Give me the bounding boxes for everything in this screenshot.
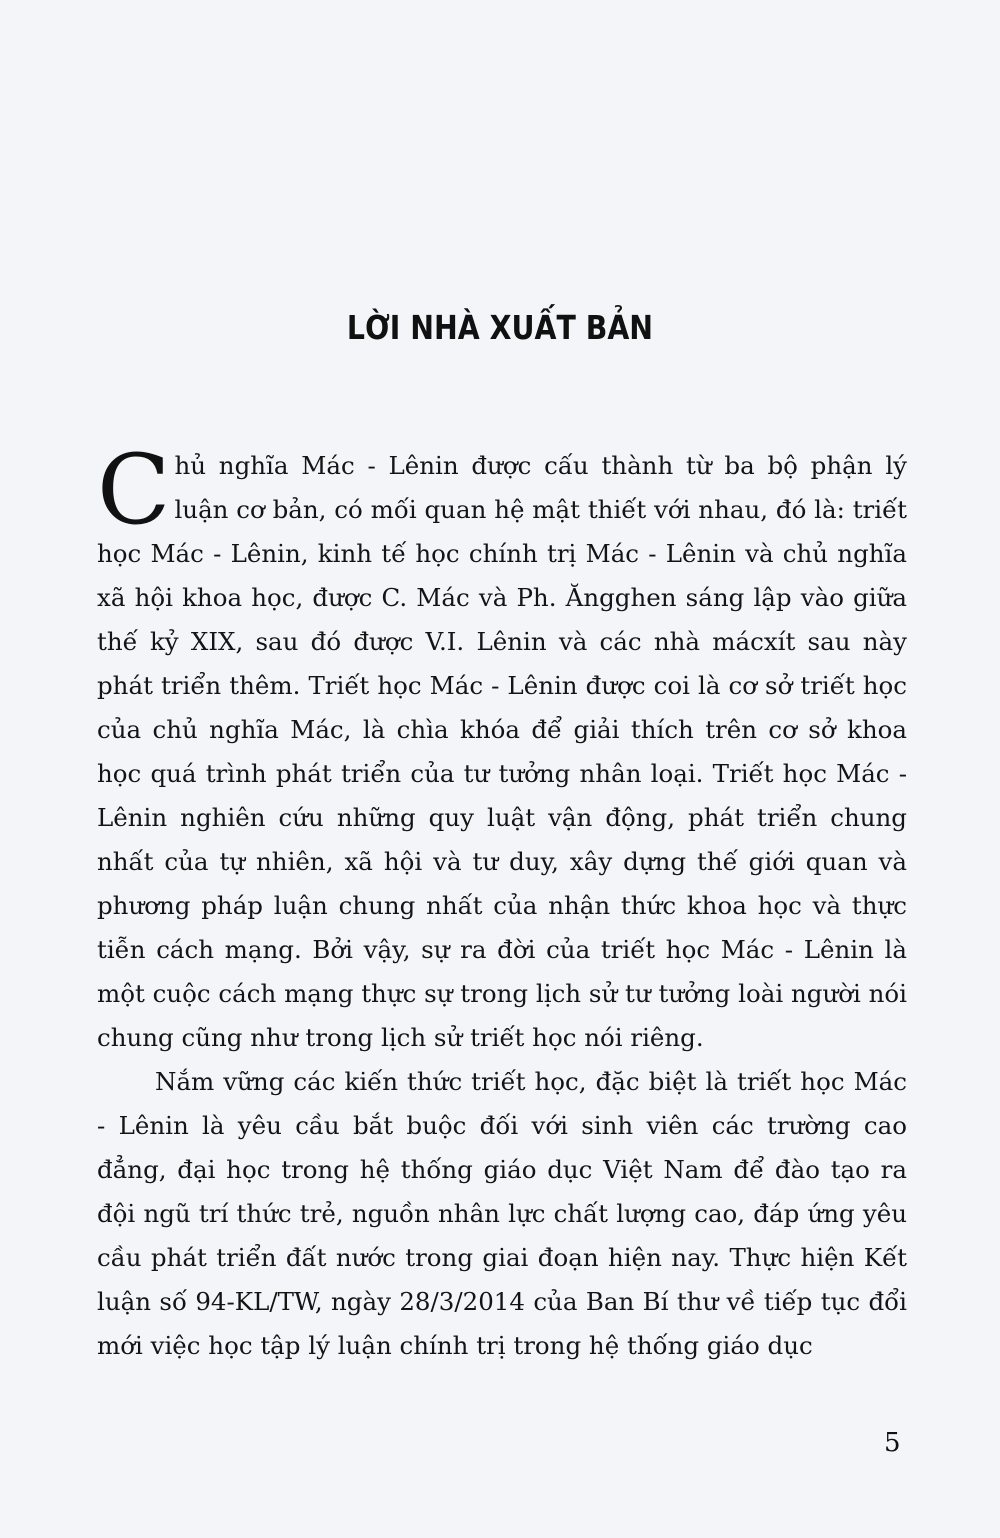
body-text: [97, 434, 907, 1368]
paragraph-2: Nắm vững các kiến thức triết học, đặc biệt là triết học Mác - Lênin là yêu cầu bắt buộc đối với sinh viên các trường cao đẳng, đại học trong hệ thống giáo dục Việt Nam để đào tạo ra đội ngũ trí thức trẻ, nguồn nhân lực chất lượng cao, đáp ứng yêu cầu phát triển đất nước trong giai đoạn hiện nay. Thực hiện Kết luận số 94-KL/TW, ngày 28/3/2014 của Ban Bí thư về tiếp tục đổi mới việc học tập lý luận chính trị trong hệ thống giáo dục: [97, 1067, 907, 1360]
page-title: LỜI NHÀ XUẤT BẢN: [346, 308, 654, 347]
page-number: 5: [884, 1428, 901, 1458]
paragraph-1: [97, 434, 907, 1060]
drop-cap: C: [97, 434, 171, 546]
paragraph-1-text: hủ nghĩa Mác - Lênin được cấu thành từ ba bộ phận lý luận cơ bản, có mối quan hệ mật thiết với nhau, đó là: triết học Mác - Lênin, kinh tế học chính trị Mác - Lênin và chủ nghĩa xã hội khoa học, được C. Mác và Ph. Ăngghen sáng lập vào giữa thế kỷ XIX, sau đó được V.I. Lênin và các nhà mácxít sau này phát triển thêm. Triết học Mác - Lênin được coi là cơ sở triết học của chủ nghĩa Mác, là chìa khóa để giải thích trên cơ sở khoa học quá trình phát triển của tư tưởng nhân loại. Triết học Mác - Lênin nghiên cứu những quy luật vận động, phát triển chung nhất của tự nhiên, xã hội và tư duy, xây dựng thế giới quan và phương pháp luận chung nhất của nhận thức khoa học và thực tiễn cách mạng. Bởi vậy, sự ra đời của triết học Mác - Lênin là một cuộc cách mạng thực sự trong lịch sử tư tưởng loài người nói chung cũng như trong lịch sử triết học nói riêng.: [97, 451, 907, 1052]
